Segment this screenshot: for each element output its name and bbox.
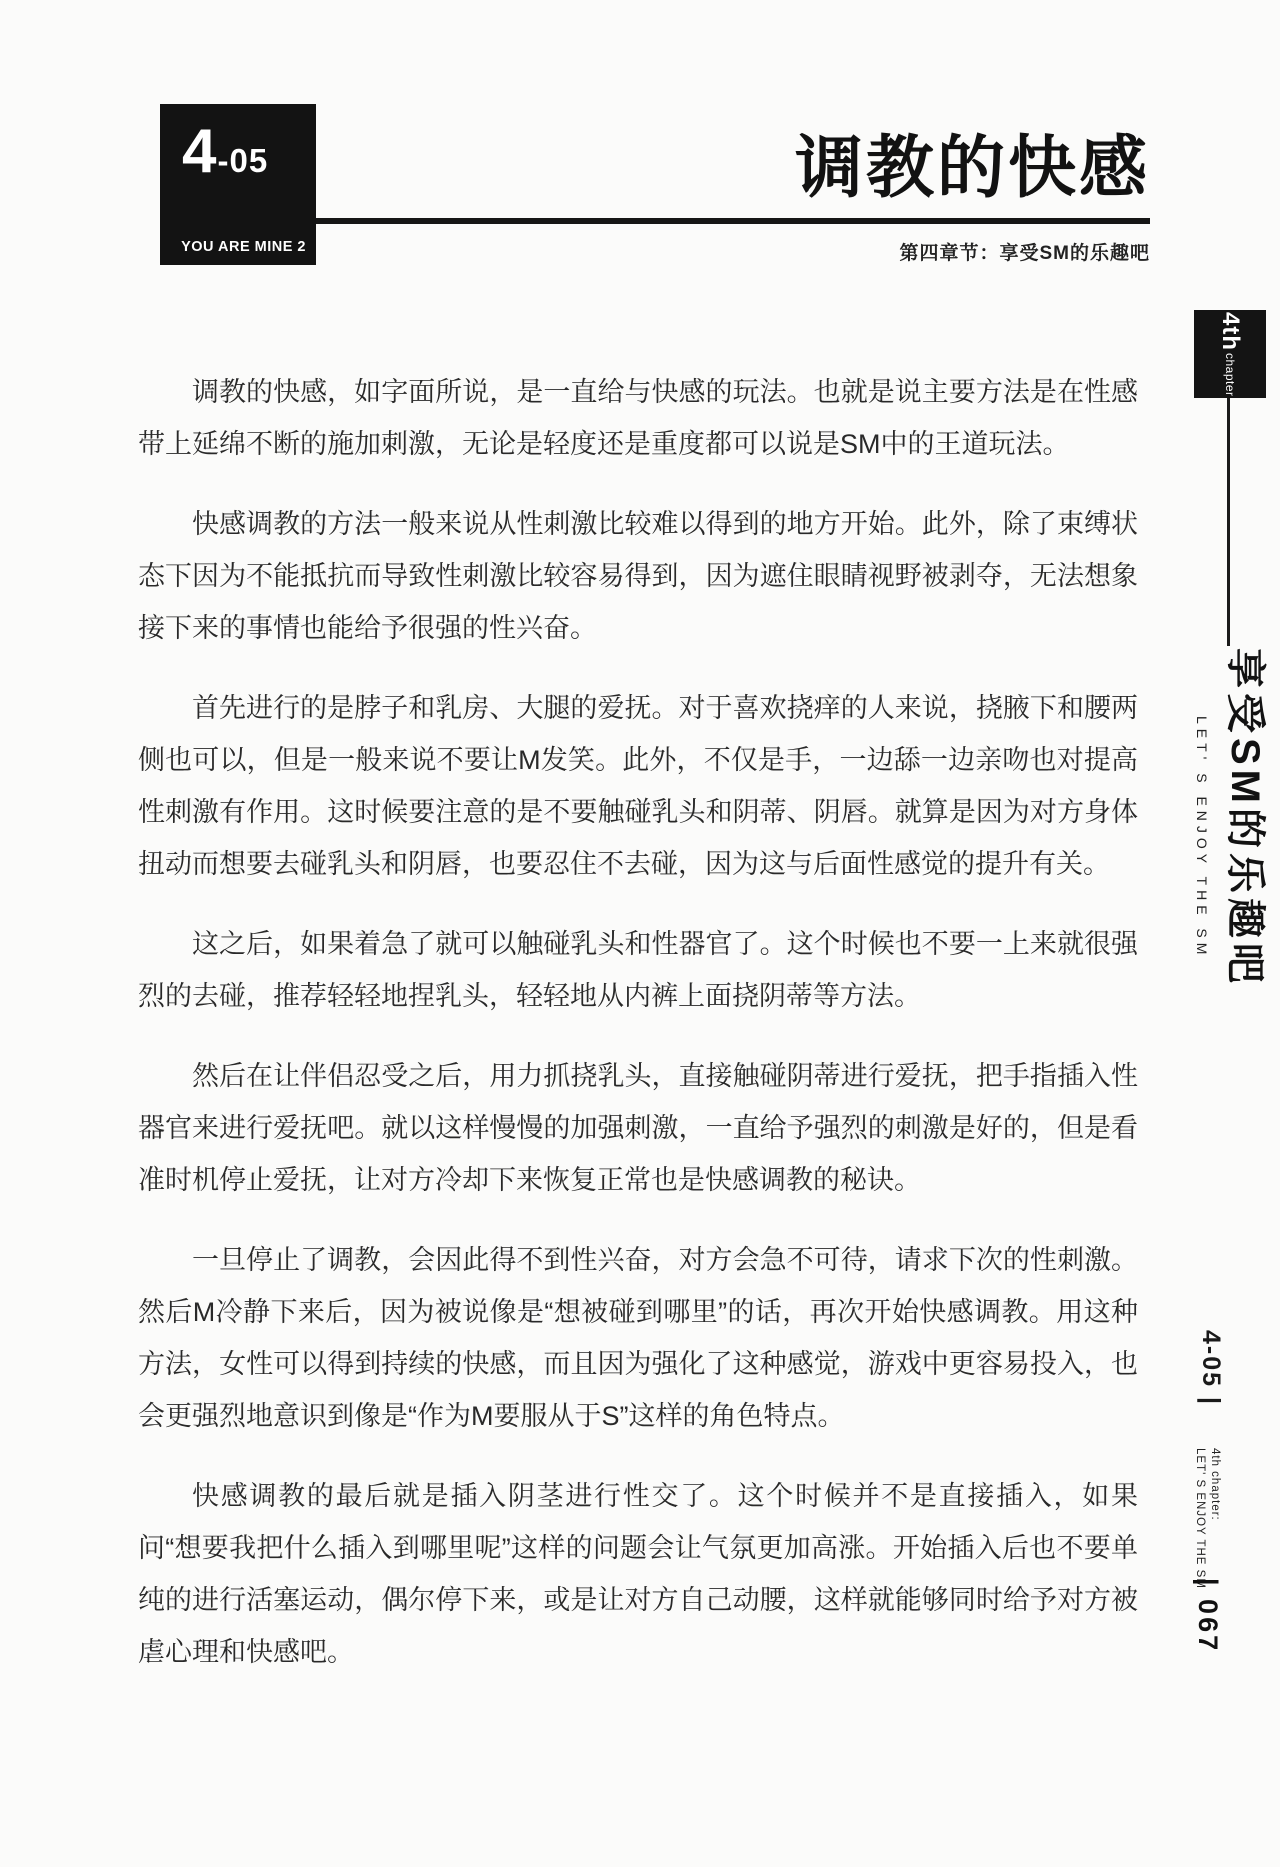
body-paragraph-1: 调教的快感，如字面所说，是一直给与快感的玩法。也就是说主要方法是在性感带上延绵不断的施加刺激，无论是轻度还是重度都可以说是SM中的王道玩法。 bbox=[138, 377, 1138, 459]
sidebar-vertical-subtitle: LET' S ENJOY THE SM bbox=[1194, 716, 1210, 960]
footer-chapter-line2: LET' S ENJOY THE SM bbox=[1194, 1448, 1206, 1589]
sidebar-chapter-small: chapter bbox=[1223, 352, 1237, 397]
footer-page-number: | 067 bbox=[1193, 1578, 1223, 1654]
body-paragraph-4: 这之后，如果着急了就可以触碰乳头和性器官了。这个时候也不要一上来就很强烈的去碰，推荐轻轻地捏乳头，轻轻地从内裤上面挠阴蒂等方法。 bbox=[138, 929, 1138, 1011]
body-text-column bbox=[138, 366, 1138, 1706]
chapter-number-sub: -05 bbox=[217, 142, 269, 179]
page-subtitle: 第四章节：享受SM的乐趣吧 bbox=[899, 243, 1150, 264]
sidebar-chapter-big: 4th bbox=[1217, 311, 1244, 351]
body-paragraph-3: 首先进行的是脖子和乳房、大腿的爱抚。对于喜欢挠痒的人来说，挠腋下和腰两侧也可以，但是一般来说不要让M发笑。此外，不仅是手，一边舔一边亲吻也对提高性刺激有作用。这时候要注意的是不要触碰乳头和阴蒂、阴唇。就算是因为对方身体扭动而想要去碰乳头和阴唇，也要忍住不去碰，因为这与后面性感觉的提升有关。 bbox=[138, 693, 1138, 879]
sidebar-vertical-title: 享受SM的乐趣吧 bbox=[1223, 648, 1267, 988]
footer-chapter-caption bbox=[1192, 1448, 1222, 1589]
header-rule bbox=[316, 218, 1150, 224]
chapter-tag-number bbox=[182, 116, 268, 187]
body-paragraph-2: 快感调教的方法一般来说从性刺激比较难以得到的地方开始。此外，除了束缚状态下因为不能抵抗而导致性刺激比较容易得到，因为遮住眼睛视野被剥夺，无法想象接下来的事情也能给予很强的性兴奋。 bbox=[138, 509, 1138, 643]
body-paragraph-6: 一旦停止了调教，会因此得不到性兴奋，对方会急不可待，请求下次的性刺激。然后M冷静下来后，因为被说像是“想被碰到哪里”的话，再次开始快感调教。用这种方法，女性可以得到持续的快感，而且因为强化了这种感觉，游戏中更容易投入，也会更强烈地意识到像是“作为M要服从于S”这样的角色特点。 bbox=[138, 1245, 1138, 1431]
page-title: 调教的快感 bbox=[794, 130, 1150, 206]
chapter-tag-box bbox=[160, 104, 316, 265]
footer-section-code: 4-05 | bbox=[1197, 1330, 1225, 1406]
sidebar-stem-line bbox=[1227, 398, 1230, 646]
sidebar-chapter-box bbox=[1194, 310, 1266, 398]
sidebar-chapter-box-text bbox=[1216, 312, 1244, 397]
body-paragraph-5: 然后在让伴侣忍受之后，用力抓挠乳头，直接触碰阴蒂进行爱抚，把手指插入性器官来进行爱抚吧。就以这样慢慢的加强刺激，一直给予强烈的刺激是好的，但是看准时机停止爱抚，让对方冷却下来恢复正常也是快感调教的秘诀。 bbox=[138, 1061, 1138, 1195]
body-paragraph-7: 快感调教的最后就是插入阴茎进行性交了。这个时候并不是直接插入，如果问“想要我把什么插入到哪里呢”这样的问题会让气氛更加高涨。开始插入后也不要单纯的进行活塞运动，偶尔停下来，或是让对方自己动腰，这样就能够同时给予对方被虐心理和快感吧。 bbox=[138, 1481, 1138, 1667]
footer-chapter-line1: 4th chapter: bbox=[1209, 1448, 1221, 1521]
chapter-number-main: 4 bbox=[182, 117, 218, 186]
chapter-tag-series: YOU ARE MINE 2 bbox=[181, 239, 306, 255]
